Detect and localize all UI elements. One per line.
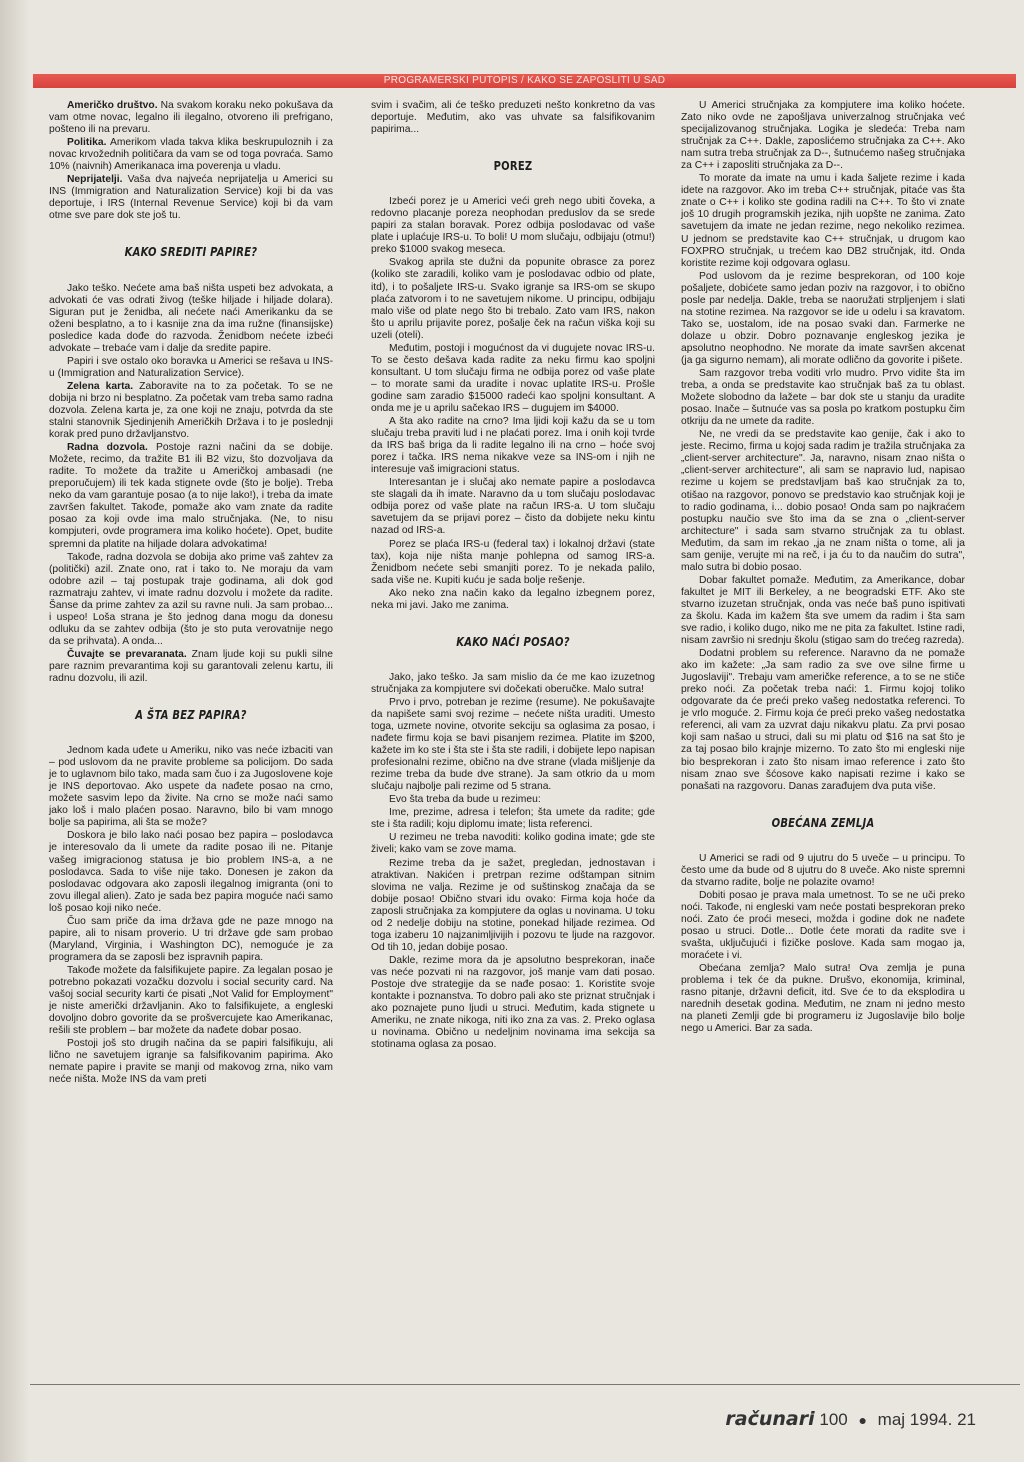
paragraph: U Americi stručnjaka za kompjutere ima koliko hoćete. Zato niko ovde ne zapošljava univerzalnog stručnjaka već specijalizovanog stručnjaka. Logika je sledeća: Treba nam stručnjak za C++. Dakle, zaposlićemo stručnjaka za C++. Ako nam sutra treba stručnjak za D--, šutnućemo našeg stručnjaka za C++ i zaposliti stručnjaka za D--. — [681, 100, 965, 172]
section-heading: OBEĆANA ZEMLJA — [771, 814, 875, 830]
section-heading: KAKO NAĆI POSAO? — [456, 633, 570, 649]
paragraph: Pod uslovom da je rezime besprekoran, od 100 koje pošaljete, dobićete samo jedan poziv na razgovor, i to obično posle par nedelja. Dakle, treba se naoružati strpljenjem i slati na stotine rezimea. Na razgovor se ide u odelu i sa kravatom. Tako se, uostalom, ide na posao svaki dan. Farmerke ne dolaze u obzir. Dobro poznavanje engleskog jezika je apsolutno neophodno. Ne morate da imate savršen akcenat (ja ga sigurno nemam), ali morate odlično da govorite i pišete. — [681, 270, 965, 366]
paragraph: Papiri i sve ostalo oko boravka u Americi se rešava u INS-u (Immigration and Naturalization Service). — [49, 355, 333, 379]
paragraph: Vaša dva najveća neprijatelja u Americi su INS (Immigration and Naturalization Service) koji bi da vas deportuje, i IRS (Internal Revenue Service) koji bi da vam otme sve pare dok ste još tu. — [49, 174, 333, 222]
paragraph: Svakog aprila ste dužni da popunite obrasce za porez (koliko ste zaradili, koliko vam je poslodavac odbio od plate, itd), i to pošaljete IRS-u. Svako igranje sa IRS-om se skupo plaća zatvorom i to ne savetujem nikome. U principu, odbijaju malo više od plate nego što bi trebalo. Zato vam IRS, nakon što u aprilu prijavite porez, pošalje ček na račun viška koji su uzeli (oteli). — [371, 257, 655, 341]
paragraph: U rezimeu ne treba navoditi: koliko godina imate; gde ste živeli; kako vam se zove mama. — [371, 832, 655, 856]
paragraph: Evo šta treba da bude u rezimeu: — [389, 794, 541, 806]
paragraph: Jako, jako teško. Ja sam mislio da će me kao izuzetnog stručnjaka za kompjutere svi dočekati oberučke. Malo sutra! — [371, 671, 655, 695]
paragraph: Na svakom koraku neko pokušava da vam otme novac, legalno ili ilegalno, otvoreno ili prefrigano, pošteno ili na prevaru. — [49, 100, 333, 136]
paragraph: Takođe, radna dozvola se dobija ako prime vaš zahtev za (politički) azil. Znate ono, rat i tako to. Ne moraju da vam odobre azil – taj postupak traje godinama, ali dok god razmatraju zahtev, vi imate radnu dozvolu i možete da radite. Šanse da prime zahtev za azil su ravne nuli. Ja sam probao... i uspeo! Loša strana je što jednog dana mogu da donesu odluku da se zahtev odbija (što je sto puta verovatnije nego da se prihvata). A onda... — [49, 551, 333, 647]
paragraph: Ako neko zna način kako da legalno izbegnem porez, neka mi javi. Jako me zanima. — [371, 587, 655, 611]
paragraph: Dobar fakultet pomaže. Međutim, za Amerikance, dobar fakultet je MIT ili Berkeley, a ne beogradski ETF. Ako ste stvarno izuzetan stručnjak, onda vas neće baš puno ispitivati za školu. Kada im kažem šta sve umem da radim i šta sam sve radio, i koliko dugo, niko me ne pita za fakultet. Istine radi, nisam završio ni srednju školu (stigao sam do trećeg razreda). — [681, 574, 965, 647]
paragraph: U Americi se radi od 9 ujutru do 5 uveče – u principu. To često ume da bude od 8 ujutru do 8 uveče. Ako niste spremni da stvarno radite, bolje ne polazite ovamo! — [681, 852, 965, 888]
section-header-title: PROGRAMERSKI PUTOPIS / KAKO SE ZAPOSLITI U SAD — [383, 75, 666, 86]
paragraph-lead: Politika. — [67, 137, 107, 149]
footer-divider — [30, 1384, 1020, 1385]
issue-number: 100 — [819, 1410, 848, 1429]
page-edge — [0, 0, 30, 1462]
paragraph: Znam ljude koji su pukli silne pare raznim prevarantima koji su garantovali zelenu kartu, ili radnu dozvolu, ili azil. — [49, 648, 333, 685]
paragraph: Rezime treba da je sažet, pregledan, jednostavan i atraktivan. Nakićen i pretrpan rezime odštampan sitnim slovima ne valja. Rezime je od suštinskog značaja da se dobije posao! Obično stvari idu ovako: Firma koja hoće da zaposli stručnjaka za kompjutere da oglas u novinama. U toku od 2 nedelje dobiju na stotine, ponekad hiljade rezimea. Od toga izaberu 10 najzanimljivijih i pozovu te ljude na razgovor. Od tih 10, jedan dobije posao. — [371, 857, 655, 953]
section-heading: POREZ — [493, 158, 533, 174]
paragraph: Prvo i prvo, potreban je rezime (resume). Ne pokušavajte da napišete sami svoj rezime – nećete ništa uraditi. Umesto toga, uzmete novine, otvorite sekciju sa oglasima za posao, i nađete firmu koja se bavi pisanjem rezimea. Platite im $200, kažete im ko ste i šta ste i šta ste radili, i dobijete lepo napisan profesionalni rezime, obično na dve strane (vlada mišljenje da rezime treba da bude dve strane). Ja sam otkrio da u mom slučaju najbolje pali rezime od 5 strana. — [371, 696, 655, 793]
paragraph: Interesantan je i slučaj ako nemate papire a poslodavca ste slagali da ih imate. Naravno da u tom slučaju poslodavac odbija porez od vaše plate na račun IRS-a. U tom slučaju savetujem da se prijavi porez – čisto da dobijete neku kintu nazad od IRS-a. — [371, 477, 655, 537]
column-2 — [371, 100, 655, 1052]
paragraph: A šta ako radite na crno? Ima ljidi koji kažu da se u tom slučaju treba praviti lud i ne plaćati porez. Ima i onih koji tvrde da IRS baš briga da li radite legalno ili na crno – hoće svoj porez i tačka. IRS nema nikakve veze sa INS-om i njih ne interesuje vaš imigracioni status. — [371, 416, 655, 476]
paragraph: Doskora je bilo lako naći posao bez papira – poslodavca je interesovalo da li umete da radite posao ili ne. Pitanje vašeg imigracionog statusa je bio problem INS-a, a ne poslodavca. Sada to više nije tako. Donesen je zakon da poslodavac odgovara ako zaposli ilegalnog imigranta (oni to zovu illegal alien). Zato je sada bez papira moguće naći samo loš posao koji niko neće. — [49, 830, 333, 914]
paragraph: To morate da imate na umu i kada šaljete rezime i kada idete na razgovor. Ako im treba C++ stručnjak, pitaće vas šta znate o C++ i koliko ste godina radili na C++. To što vi znate još 10 drugih programskih jezika, njih uopšte ne zanima. Zato savetujem da imate ne jedan rezime, nego nekoliko rezimea. U jednom se predstavite kao C++ stručnjak, u drugom kao FOXPRO stručnjak, u trećem kao DB2 stručnjak, itd. Onda koristite rezime koji odgovara oglasu. — [681, 173, 965, 269]
paragraph: Postoji još sto drugih načina da se papiri falsifikuju, ali lično ne savetujem igranje sa falsifikovanim papirima. Ako nemate papire i pravite se manji od makovog zrna, niko vam neće ništa. Može INS da vam preti — [49, 1038, 333, 1086]
paragraph: Jednom kada uđete u Ameriku, niko vas neće izbaciti van – pod uslovom da ne pravite probleme sa policijom. Do sada je to uglavnom bilo tako, mada sam čuo i za Jugoslovene koje je INS deportovao. Ako uspete da nađete posao na crno, možete sasvim lepo da živite. Na crno se može naći samo jako loš i malo plaćen posao. Naravno, bilo bi vam mnogo bolje sa papirima, ali šta se može? — [49, 745, 333, 829]
paragraph: Dobiti posao je prava mala umetnost. To se ne uči preko noći. Takođe, ni engleski vam neće postati besprekoran preko noći. Zato će proći meseci, možda i godine dok ne nađete posao u struci. Dotle... Dotle ćete morati da radite sve i svašta, uključujući i fizičke poslove. Kada sam mogao ja, moraćete i vi. — [681, 889, 965, 962]
paragraph-lead: Neprijatelji. — [67, 174, 123, 186]
paragraph: Zaboravite na to za početak. To se ne dobija ni brzo ni besplatno. Za početak vam treba samo radna dozvola. Zelena karta je, za one koji ne znaju, potvrda da ste stalni stanovnik Sjedinjenih Američkih Država i to je poslednji korak pred puno državljanstvo. — [49, 380, 333, 441]
magazine-name: računari — [725, 1408, 815, 1430]
paragraph: Međutim, postoji i mogućnost da vi dugujete novac IRS-u. To se često dešava kada radite za neku firmu kao spoljni konsultant. U tom slučaju firma ne odbija porez od vaše plate – to morate sami da uradite i novac uplatite IRS-u. Prošle godine sam zaradio $15000 radeći kao spoljni konsultant. A onda me je u aprilu sačekao IRS – dugujem im $4000. — [371, 342, 655, 414]
paragraph: Jako teško. Nećete ama baš ništa uspeti bez advokata, a advokati će vas odrati živog (teške hiljade i hiljade dolara). Siguran put je ženidba, ali nećete naći Amerikanku da se oženi besplatno, a to i kasnije zna da ima ružne (finansijske) posledice kada dođe do razvoda. Ženidbom nećete izbeći advokate – trebaće vam i dalje da sredite papire. — [49, 282, 333, 354]
paragraph-lead: Zelena karta. — [67, 380, 134, 392]
paragraph: Takođe možete da falsifikujete papire. Za legalan posao je potrebno pokazati vozačku dozvolu i social security card. Na vašoj social security karti će pisati „Not Valid for Employment" je niste američki državljanin. Ako to falsifikujete, a engleski dovoljno dobro govorite da se prošvercujete kao Amerikanac, rešili ste problem – bar možete da nađete dobar posao. — [49, 964, 333, 1037]
paragraph-lead: Američko društvo. — [67, 100, 158, 111]
paragraph: Postoje razni načini da se dobije. Možete, recimo, da tražite B1 ili B2 vizu, što dozvoljava da radite. To možete da tražite u Američkoj ambasadi (ne preporučujem) ili tek kada stignete ovde (što je bolje). Treba neko da vam garantuje posao (a to nije lako!), i treba da imate završen fakultet. Takođe, pomaže ako vam znate da radite posao za koji ovde ima malo stručnjaka. (Ne, to nisu kompjuteri, ovde programera ima koliko hoćete). Opet, budite spremni da platite na hiljade dolara advokatima! — [49, 442, 333, 550]
paragraph: Dakle, rezime mora da je apsolutno besprekoran, inače vas neće pozvati ni na razgovor, još manje vam dati posao. Postoje dve strategije da se nađe posao: 1. Koristite svoje kontakte i poznanstva. To dobro pali ako ste priznat stručnjak i ako poznajete puno ljudi u struci. Međutim, kada stignete u Ameriku, ne znate nikoga, niti iko zna za vas. 2. Preko oglasa u novinama. Obično u nedeljnim novinama ima sekcija sa stotinama oglasa za posao. — [371, 954, 655, 1051]
section-header — [33, 74, 1016, 88]
paragraph: Obećana zemlja? Malo sutra! Ova zemlja je puna problema i tek će da pukne. Drušvo, ekonomija, kriminal, rasno pitanje, državni deficit, itd. Sve će to da eksplodira u narednih desetak godina. Međutim, ne znam ni jedno mesto na planeti Zemlji gde bi programeru iz Jugoslavije bilo bolje nego u Americi. Bar za sada. — [681, 963, 965, 1035]
section-heading: KAKO SREDITI PAPIRE? — [124, 244, 258, 260]
bullet-separator: ● — [858, 1412, 867, 1428]
paragraph-lead: Čuvajte se prevaranata. — [67, 648, 187, 660]
issue-date: maj 1994. — [877, 1410, 953, 1429]
column-1 — [49, 100, 333, 1087]
column-3 — [681, 100, 965, 1036]
paragraph: Ne, ne vredi da se predstavite kao genije, čak i ako to jeste. Recimo, firma u kojoj sada radim je tražila stručnjaka za „client-server architecture". Ja, naravno, nisam znao ništa o „client-server architecture", ali sam se napravio lud, napisao rezime u kojem se predstavljam baš kao stručnjak za to, otišao na razgovor, ponovo se predstavio kao stručnjak koji je to radio godinama, i... dobio posao! Onda sam po najkraćem postupku naučio sve što ima da se zna o „client-server architecture" i sada sam stvarno stručnjak za tu oblast. Međutim, da sam im rekao „ja ne znam ništa o tome, ali ja sam genije, verujte mi na reč, i ja ću to da naučim do sutra", malo sutra bi dobio posao. — [681, 429, 965, 573]
section-heading: A ŠTA BEZ PAPIRA? — [135, 707, 247, 723]
paragraph: Amerikom vlada takva klika beskrupuloznih i za novac krvožednih političara da vam se od toga povraća. Samo 10% (naivnih) Amerikanaca ima poverenja u vladu. — [49, 137, 333, 173]
paragraph-lead: Radna dozvola. — [67, 442, 148, 454]
page-footer — [725, 1408, 976, 1430]
paragraph: Dodatni problem su reference. Naravno da ne pomaže ako im kažete: „Ja sam radio za sve ove silne firme u Jugoslaviji". Trebaju vam američke reference, a to se ne stiče preko noći. Za početak treba naći: 1. Firmu kojoj toliko odgovarate da će preći preko vašeg nedostatka referenci. To je vrlo moguće. 2. Firmu koja će preći preko vašeg nedostatka referenci, ali vam za uzvrat daju nikakvu platu. Za prvi posao koji sam našao u struci, dali su mi platu od $16 na sat što je za taj posao bilo krajnje mizerno. To zato što mi engleski nije bio besprekoran i zato što nisam imao reference i zato što nisam znao sve šćosove kako napisati rezime i kako se ponašati na razgovoru. Danas zarađujem dva puta više. — [681, 648, 965, 792]
paragraph: svim i svačim, ali će teško preduzeti nešto konkretno da vas deportuje. Međutim, ako vas uhvate sa falsifikovanim papirima... — [371, 100, 655, 136]
paragraph: Ime, prezime, adresa i telefon; šta umete da radite; gde ste i šta radili; koju diplomu imate; lista referenci. — [371, 807, 655, 831]
paragraph: Čuo sam priče da ima država gde ne paze mnogo na papire, ali to nisam proverio. U tri države gde sam probao (Maryland, Virginia, i Washington DC), nemoguće je za programera da se zaposli bez ispravnih papira. — [49, 915, 333, 963]
page-number: 21 — [957, 1410, 976, 1429]
paragraph: Sam razgovor treba voditi vrlo mudro. Prvo vidite šta im treba, a onda se predstavite kao stručnjak baš za tu oblast. Možete slobodno da lažete – bar dok ste u stanju da uradite posao. Inače – šutnuće vas sa posla po kratkom postupku čim otkriju da ne umete da radite. — [681, 368, 965, 428]
paragraph: Porez se plaća IRS-u (federal tax) i lokalnoj državi (state tax), koja nije ništa manje pohlepna od samog IRS-a. Ženidbom nećete sebi smanjiti porez. To je nekada palilo, sada više ne. Kupiti kuću je sada bolje rešenje. — [371, 538, 655, 586]
paragraph: Izbeći porez je u Americi veći greh nego ubiti čoveka, a redovno placanje poreza neophodan preduslov da se srede papiri za stalan boravak. Porez odbija poslodavac od vaše plate i uplaćuje IRS-u. To boli! U mom slučaju, odbijaju (otmu!) preko $1000 svakog meseca. — [371, 196, 655, 256]
